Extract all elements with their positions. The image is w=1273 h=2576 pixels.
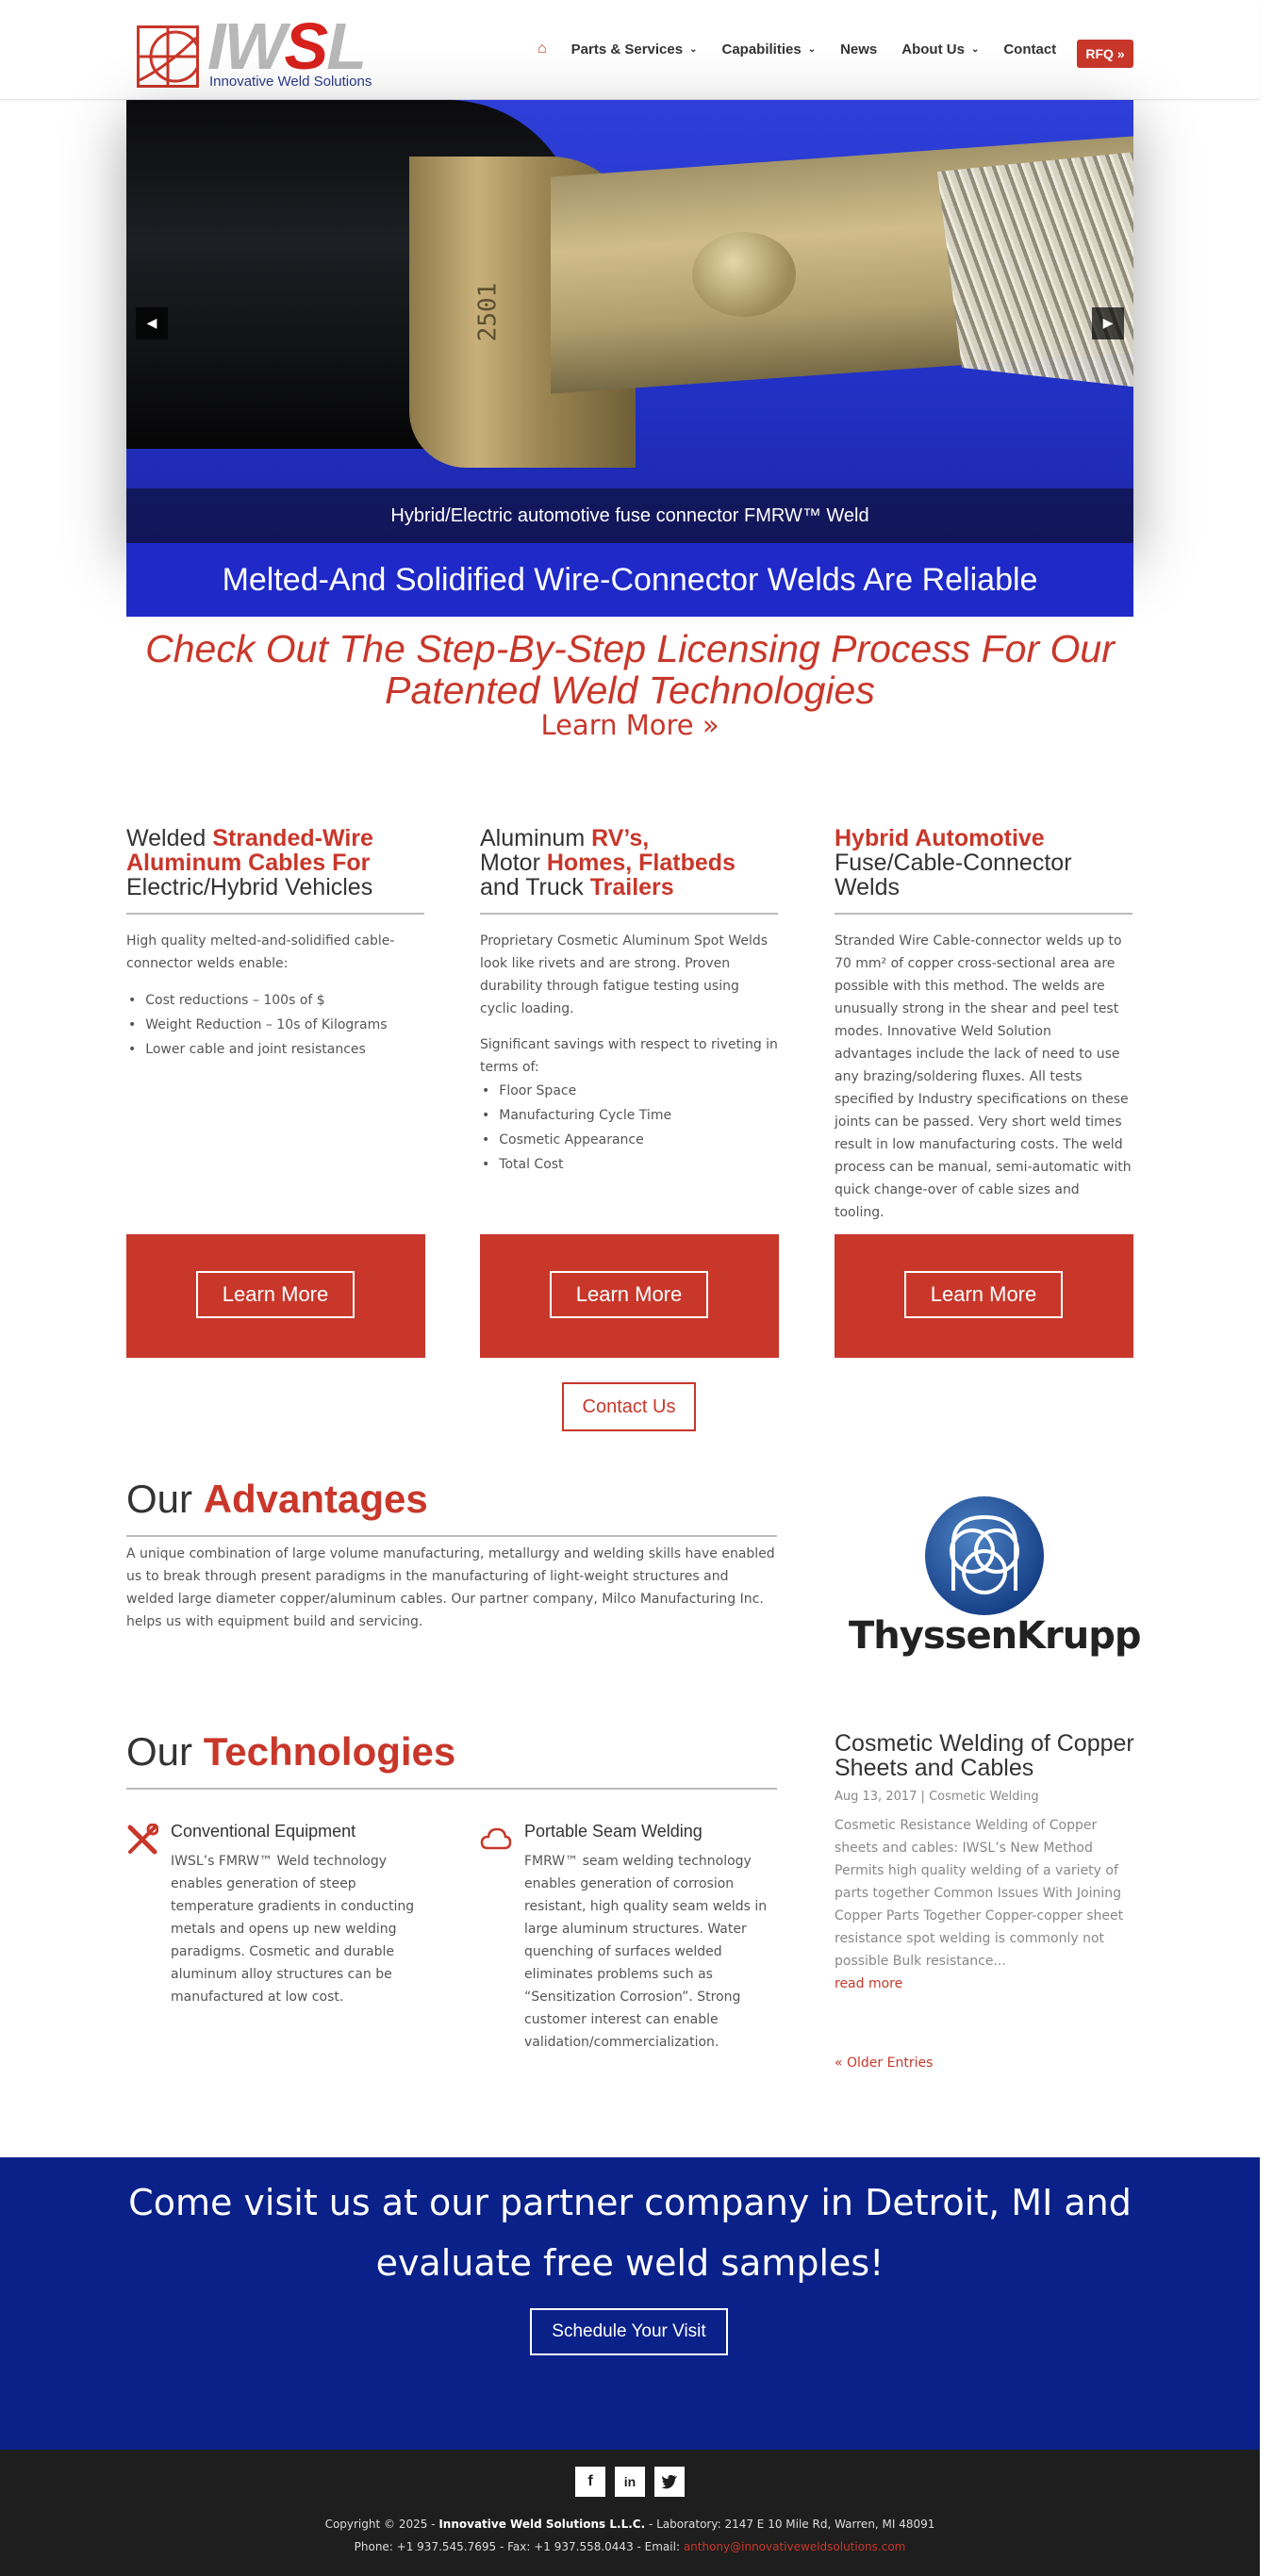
facebook-icon[interactable]: f	[575, 2467, 605, 2497]
slide-image	[126, 100, 1133, 543]
thyssenkrupp-emblem	[925, 1496, 1044, 1615]
logo-wordmark: IWSL	[207, 9, 365, 83]
company-logo[interactable]	[132, 11, 391, 92]
advantages-text: A unique combination of large volume manufacturing, metallurgy and welding skills have enabled us to break through present paradigms in the manufacturing of light-weight structures and welded large diameter copper/aluminum cables. Our partner company, Milco Manufacturing Inc. helps us with equipment build and servicing.	[126, 1546, 775, 1629]
list-item: • Manufacturing Cycle Time	[480, 1103, 778, 1128]
nav-home[interactable]	[537, 41, 547, 58]
licensing-headline[interactable]: Check Out The Step-By-Step Licensing Process For Our Patented Weld Technologies	[145, 627, 1115, 712]
learn-more-button[interactable]: Learn More	[904, 1271, 1063, 1318]
list-item: • Weight Reduction – 10s of Kilograms	[126, 1013, 424, 1037]
learn-more-button[interactable]: Learn More	[196, 1271, 355, 1318]
column-paragraph: Stranded Wire Cable-connector welds up to 70 mm² of copper cross-sectional area are possible with this method. The welds are unusually strong in the shear and peel test modes. Innovative Weld Solution advantages include the lack of need to use any brazing/soldering fluxes. All tests specified by Industry specifications on these joints can be passed. Very short weld times result in low manufacturing costs. The weld process can be manual, semi-automatic with quick change-over of cable sizes and tooling.	[835, 933, 1132, 1220]
contact-line: Phone: +1 937.545.7695 - Fax: +1 937.558.0443 - Email: anthony@innovativeweldsolutions.com	[354, 2540, 906, 2553]
learn-more-panel	[835, 1234, 1133, 1358]
home-icon: ⌂	[537, 41, 547, 57]
list-item: • Cosmetic Appearance	[480, 1128, 778, 1152]
learn-more-button[interactable]: Learn More	[550, 1271, 708, 1318]
contact-us-button[interactable]: Contact Us	[562, 1382, 696, 1431]
blog-post-meta: Aug 13, 2017 | Cosmetic Welding	[835, 1790, 1039, 1804]
reliability-banner: Melted-And Solidified Wire-Connector Welds Are Reliable	[126, 543, 1133, 617]
list-item: • Lower cable and joint resistances	[126, 1037, 424, 1062]
column-intro: High quality melted-and-solidified cable-connector welds enable:	[126, 933, 395, 971]
blog-post-title[interactable]: Cosmetic Welding of Copper Sheets and Cables	[835, 1730, 1134, 1781]
nav-contact[interactable]: Contact	[1003, 41, 1057, 58]
hero-slider	[126, 100, 1133, 543]
chevron-down-icon: ⌄	[689, 43, 698, 55]
list-item: • Total Cost	[480, 1152, 778, 1177]
column-aluminum-rvs	[480, 826, 778, 1177]
nav-news[interactable]: News	[840, 41, 878, 58]
chevron-down-icon: ⌄	[970, 43, 980, 55]
column-paragraph: Proprietary Cosmetic Aluminum Spot Welds look like rivets and are strong. Proven durability through fatigue testing using cyclic loading.	[480, 933, 769, 1016]
tech-title: Portable Seam Welding	[524, 1822, 703, 1841]
technologies-heading: Our Technologies	[126, 1729, 456, 1774]
twitter-icon[interactable]	[654, 2467, 685, 2497]
slide-caption: Hybrid/Electric automotive fuse connector FMRW™ Weld	[126, 488, 1133, 543]
column-title: Hybrid Automotive Fuse/Cable-Connector Welds	[835, 825, 1072, 900]
divider	[126, 1788, 777, 1790]
tech-description: IWSL’s FMRW™ Weld technology enables generation of steep temperature gradients in conducting metals and opens up new welding paradigms. Cosmetic and durable aluminum alloy structures can be manufactured at low cost.	[171, 1854, 415, 2005]
column-title: Welded Stranded-Wire Aluminum Cables For Electric/Hybrid Vehicles	[126, 825, 373, 900]
thyssenkrupp-logo	[849, 1492, 1141, 1671]
chevron-down-icon: ⌄	[807, 43, 817, 55]
blog-post-excerpt: Cosmetic Resistance Welding of Copper sheets and cables: IWSL’s New Method Permits high quality welding of a variety of parts together Common Issues With Joining Copper Parts Together Copper-copper sheet resistance spot welding is commonly not possible Bulk resistance...	[835, 1818, 1124, 1969]
rfq-button[interactable]: RFQ »	[1077, 40, 1133, 68]
nav-capabilities[interactable]: Capabilities ⌄	[721, 41, 817, 58]
visit-section	[0, 2157, 1260, 2450]
slider-next-arrow-icon[interactable]: ▶	[1092, 307, 1124, 339]
slide-stamp: 2501	[473, 282, 503, 342]
site-footer	[0, 2450, 1260, 2576]
copyright-line: Copyright © 2025 - Innovative Weld Solutions L.L.C. - Laboratory: 2147 E 10 Mile Rd, Warren, MI 48091	[324, 2518, 935, 2531]
linkedin-icon[interactable]: in	[615, 2467, 645, 2497]
older-entries-link[interactable]: « Older Entries	[835, 2056, 934, 2071]
tech-description: FMRW™ seam welding technology enables generation of corrosion resistant, high quality seam welds in large aluminum structures. Water quenching of surfaces welded eliminates problems such as “Sensitization Corrosion”. Strong customer interest can enable validation/commercialization.	[524, 1854, 768, 2050]
logo-mark	[137, 25, 199, 88]
nav-about-us[interactable]: About Us ⌄	[901, 41, 980, 58]
licensing-learn-more-link[interactable]: Learn More »	[540, 709, 719, 741]
divider	[126, 913, 424, 915]
divider	[480, 913, 778, 915]
main-nav	[537, 41, 1081, 58]
benefit-list	[126, 988, 424, 1062]
advantages-heading: Our Advantages	[126, 1477, 428, 1521]
visit-headline: Come visit us at our partner company in Detroit, MI and evaluate free weld samples!	[128, 2182, 1132, 2284]
schedule-visit-button[interactable]: Schedule Your Visit	[530, 2308, 728, 2355]
divider	[835, 913, 1132, 915]
savings-list	[480, 1079, 778, 1177]
column-hybrid-automotive	[835, 826, 1132, 1237]
site-header	[0, 0, 1260, 100]
list-item: • Floor Space	[480, 1079, 778, 1103]
learn-more-panel	[480, 1234, 779, 1358]
column-title: Aluminum RV’s, Motor Homes, Flatbeds and Truck Trailers	[480, 825, 736, 900]
blog-category-link[interactable]: Cosmetic Welding	[929, 1790, 1039, 1804]
divider	[126, 1535, 777, 1537]
column-aluminum-cables	[126, 826, 424, 1062]
tech-title: Conventional Equipment	[171, 1822, 356, 1841]
thyssenkrupp-wordmark: ThyssenKrupp	[849, 1614, 1141, 1658]
email-link[interactable]: anthony@innovativeweldsolutions.com	[683, 2540, 906, 2553]
tools-icon	[126, 1824, 158, 1856]
learn-more-panel	[126, 1234, 425, 1358]
column-paragraph: Significant savings with respect to riveting in terms of:	[480, 1037, 778, 1075]
slider-prev-arrow-icon[interactable]: ◀	[136, 307, 168, 339]
cloud-icon	[480, 1824, 512, 1856]
nav-parts-services[interactable]: Parts & Services ⌄	[570, 41, 698, 58]
read-more-link[interactable]: read more	[835, 1976, 903, 1991]
list-item: • Cost reductions – 100s of $	[126, 988, 424, 1013]
logo-tagline: Innovative Weld Solutions	[209, 74, 372, 90]
